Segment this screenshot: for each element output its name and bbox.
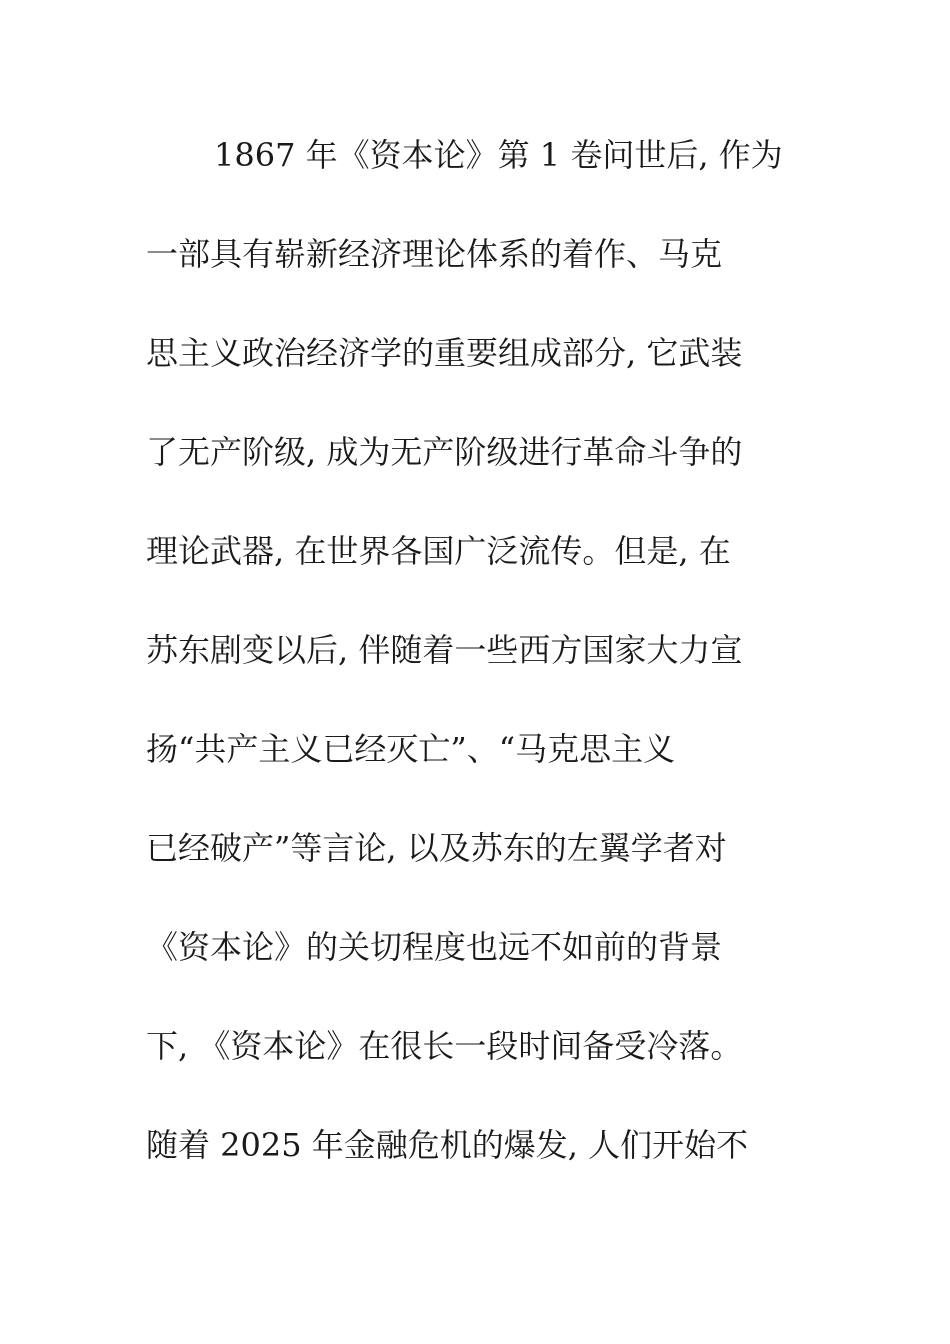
text-line: 一部具有崭新经济理论体系的着作、马克 <box>146 235 723 273</box>
text-line: 扬“共产主义已经灭亡”、“马克思主义 <box>146 730 676 768</box>
text-line: 下, 《资本论》在很长一段时间备受冷落。 <box>146 1027 743 1065</box>
text-line: 《资本论》的关切程度也远不如前的背景 <box>146 928 723 966</box>
text-line: 1867 年《资本论》第 1 卷问世后, 作为 <box>214 136 783 174</box>
text-line: 理论武器, 在世界各国广泛流传。但是, 在 <box>146 532 731 570</box>
text-line: 随着 2025 年金融危机的爆发, 人们开始不 <box>146 1126 749 1164</box>
text-line: 思主义政治经济学的重要组成部分, 它武装 <box>146 334 743 372</box>
text-line: 了无产阶级, 成为无产阶级进行革命斗争的 <box>146 433 743 471</box>
body-paragraph <box>146 125 806 1214</box>
text-line: 苏东剧变以后, 伴随着一些西方国家大力宣 <box>146 631 743 669</box>
text-line: 已经破产”等言论, 以及苏东的左翼学者对 <box>146 829 727 867</box>
